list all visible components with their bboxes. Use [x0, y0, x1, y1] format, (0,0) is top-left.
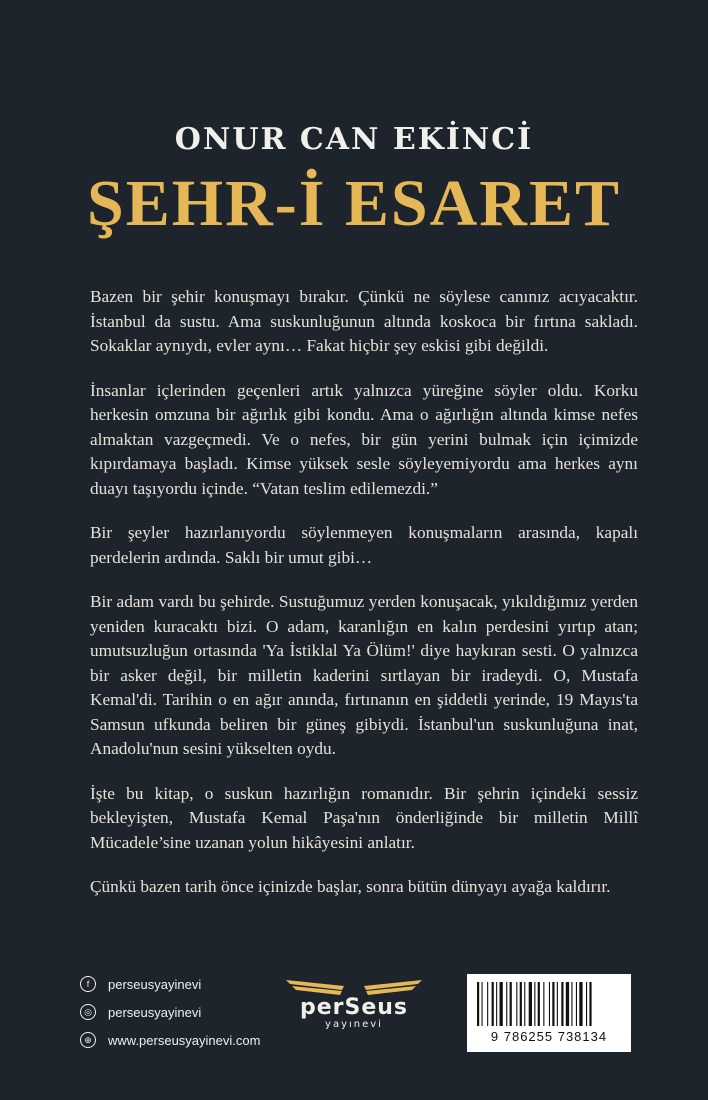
social-links — [80, 974, 260, 1058]
instagram-handle: perseusyayinevi — [108, 1004, 202, 1020]
paragraph: Çünkü bazen tarih önce içinizde başlar, sonra bütün dünyayı ayağa kaldırır. — [90, 877, 611, 896]
globe-icon: ⊕ — [80, 1032, 96, 1048]
paragraph: İşte bu kitap, o suskun hazırlığın romanıdır. Bir şehrin içindeki sessiz bekleyişten, Mustafa Kemal Paşa'nın önderliğinde bir milletin Millî Mücadele’sine uzanan yolun hikâyesini anlatır. — [90, 783, 638, 852]
facebook-handle: perseusyayinevi — [108, 976, 202, 992]
facebook-icon: f — [80, 976, 96, 992]
social-website[interactable] — [80, 1030, 260, 1050]
instagram-icon: ◎ — [80, 1004, 96, 1020]
author-name: ONUR CAN EKİNCİ — [174, 122, 534, 157]
isbn-barcode — [467, 974, 631, 1052]
publisher-logo — [284, 976, 424, 1032]
wings-icon — [286, 980, 422, 995]
paragraph: İnsanlar içlerinden geçenleri artık yalnızca yüreğine söyler oldu. Korku herkesin omzuna bir ağırlık gibi kondu. Ama o ağırlığın altında kimse nefes almaktan vazgeçmedi. Ve o nefes, bir gün yerini bulmak için içimizde kıpırdamaya başladı. Kimse yüksek sesle söyleyemiyordu ama herkes aynı duayı taşıyordu içinde. “Vatan teslim edilemezdi.” — [90, 380, 638, 498]
book-title: ŞEHR-İ ESARET — [87, 167, 621, 240]
paragraph: Bazen bir şehir konuşmayı bırakır. Çünkü ne söylese canınız acıyacaktır. İstanbul da sustu. Ama suskunluğunun altında koskoca bir fırtına sakladı. Sokaklar aynıydı, evler aynı… Fakat hiçbir şey eskisi gibi değildi. — [90, 287, 638, 355]
isbn-number: 9 786255 738134 — [490, 1029, 608, 1044]
website-url: www.perseusyayinevi.com — [108, 1032, 261, 1048]
paragraph: Bir adam vardı bu şehirde. Sustuğumuz yerden konuşacak, yıkıldığımız yerden yeniden kuracaktı bizi. O adam, karanlığın en kalın perdesini yırtıp atan; umutsuzluğun ortasında 'Ya İstiklal Ya Ölüm!' diye haykıran sesti. O yalnızca bir asker değil, bir milletin kaderini sırtlayan bir iradeydi. O, Mustafa Kemal'di. Tarihin o en ağır anında, fırtınanın en şiddetli yerinde, 19 Mayıs'ta Samsun ufkunda beliren bir güneş gibiydi. İstanbul'un suskunluğuna inat, Anadolu'nun sesini yükselten oydu. — [90, 592, 638, 758]
back-cover-text — [90, 285, 638, 920]
paragraph: Bir şeyler hazırlanıyordu söylenmeyen konuşmaların arasında, kapalı perdelerin ardında. Saklı bir umut gibi… — [90, 523, 638, 567]
social-facebook[interactable] — [80, 974, 260, 994]
publisher-name: perSeus — [299, 995, 409, 1020]
publisher-sub: yayınevi — [325, 1019, 383, 1030]
barcode-icon — [473, 982, 625, 1030]
social-instagram[interactable] — [80, 1002, 260, 1022]
